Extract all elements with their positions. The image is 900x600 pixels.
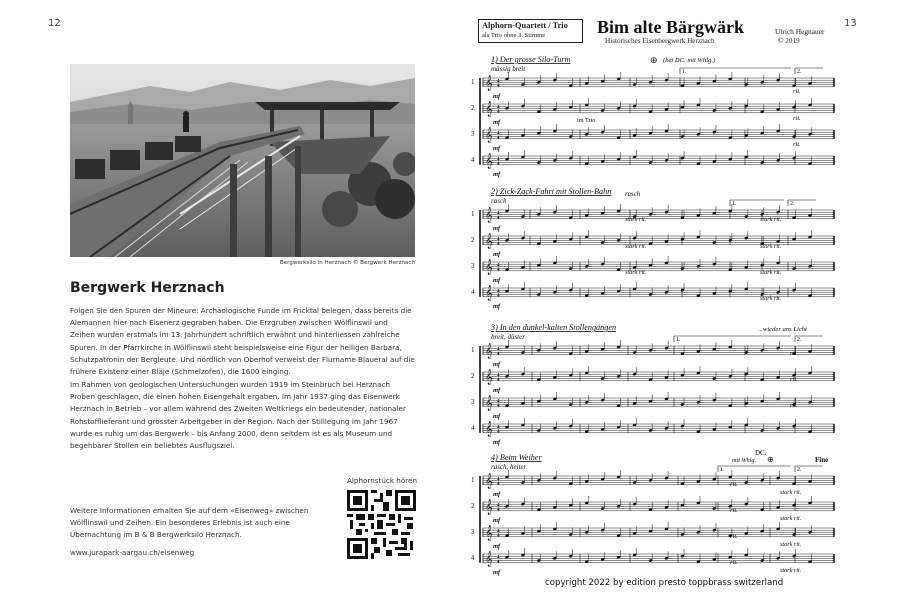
voice-number: 4 [471,554,475,562]
time-signature: 4 [497,110,500,115]
time-signature: 4 [497,347,500,353]
photo-image [70,64,415,257]
composer-name: Ulrich Hegnauer [775,27,825,36]
volta-bracket [674,336,791,342]
page-number-right: 13 [844,18,857,29]
dynamic-marking: mf [493,517,501,524]
music-score [450,0,900,600]
voice-number: 2 [471,502,475,510]
info-text: Weitere Informationen erhalten Sie auf dem «Eisenweg» zwischen Wölflinswil und Zeihen. Ein besonderes Erlebnis ist auch eine Übernachtung im B & B Bergwerksilo Herznach. [70,506,309,540]
treble-clef: 𝄞 [485,421,493,436]
time-signature: 4 [497,399,500,405]
voice-number: 2 [471,236,475,244]
ensemble-label: Alphorn-Quartett / Trio [482,21,568,30]
score-subtitle: Historisches Eisenbergwerk Herznach [605,37,715,45]
time-signature: 4 [497,84,500,89]
rit-marking: rit. [730,559,738,566]
rit-marking: stark rit. [625,243,647,250]
fine-marking: Fine [815,456,829,464]
voice-number: 1 [471,476,475,484]
treble-clef: 𝄞 [485,369,493,384]
time-signature: 4 [497,529,500,535]
voice-number: 1 [471,346,475,354]
time-signature: 4 [497,378,500,383]
section-title: 3) In den dunkel-kalten Stollengängen [491,323,617,332]
tempo-marking: rasch [625,191,641,198]
ensemble-note: als Trio ohne 3. Stimme [482,32,546,39]
rit-marking: rit. [790,376,798,383]
tempo-marking: rasch [491,197,507,205]
trio-note: im Trio [577,117,596,124]
time-signature: 4 [497,79,500,85]
time-signature: 4 [497,560,500,565]
dynamic-marking: mf [493,491,501,498]
section-title: 1) Der grosse Silo-Turm [491,55,571,64]
dc-marking: DC. [755,449,767,457]
photo-caption: Bergwerksilo in Herznach © Bergwerk Herznach [279,260,415,266]
dynamic-marking: mf [493,543,501,550]
right-page [450,0,900,600]
qr-label: Alphornstück hören [346,476,418,485]
treble-clef: 𝄞 [485,153,493,168]
volta-1: 1. [732,201,737,207]
time-signature: 4 [497,294,500,299]
time-signature: 4 [497,482,500,487]
time-signature: 4 [497,477,500,483]
voice-number: 3 [471,528,475,536]
time-signature: 4 [497,157,500,163]
volta-bracket [718,466,791,472]
time-signature: 4 [497,263,500,269]
treble-clef: 𝄞 [485,259,493,274]
mining-trestle-photo [70,64,415,257]
voice-number: 4 [471,156,475,164]
time-signature: 4 [497,136,500,141]
treble-clef: 𝄞 [485,473,493,488]
rit-marking: stark rit. [780,489,802,496]
voice-number: 2 [471,372,475,380]
qr-code-image[interactable] [347,490,416,559]
rit-marking: stark rit. [760,269,782,276]
time-signature: 4 [497,503,500,509]
volta-2: 2. [797,467,802,473]
website-link[interactable]: www.jurapark-aargau.ch/eisenweg [70,548,195,557]
dynamic-marking: mf [493,277,501,284]
rit-marking: stark rit. [780,567,802,574]
volta-bracket [730,200,784,206]
page-number-left: 12 [48,18,61,29]
paragraph-2: Im Rahmen von geologischen Untersuchungen wurden 1919 im Steinbruch bei Herznach Proben geschlagen, die einen hohen Eisengehalt ergaben. Im Jahr 1937 ging das Eisenwerk Herznach in Betrieb – vor allem während des Zweiten Weltkriegs ein bedeutender, nationaler Rohstofflieferant und grösster Arbeitgeber in der Region. Nach der Stilllegung im Jahr 1967 wurde es ruhig um das Bergwerk – bis Anfang 2000, denn seitdem ist es als Museum und begehbarer Stollen ein beliebtes Ausflugsziel. [70,380,406,451]
rit-marking: stark rit. [780,515,802,522]
treble-clef: 𝄞 [485,233,493,248]
score-title: Bim alte Bärgwärk [597,17,744,37]
volta-1: 1. [720,467,725,473]
volta-2: 2. [790,201,795,207]
copyright-footer: copyright 2022 by edition presto toppbrass switzerland [545,578,784,588]
rit-marking: rit. [793,88,801,95]
time-signature: 4 [497,216,500,221]
treble-clef: 𝄞 [485,207,493,222]
treble-clef: 𝄞 [485,395,493,410]
dynamic-marking: mf [493,119,501,126]
section-title: 4) Beim Weiher [491,453,542,462]
rit-marking: stark rit. [760,216,782,223]
time-signature: 4 [497,237,500,243]
rit-marking: rit. [790,350,798,357]
dynamic-marking: mf [493,225,501,232]
treble-clef: 𝄞 [485,75,493,90]
rit-marking: rit. [730,533,738,540]
dc-note: mit Whlg. [732,457,757,464]
rit-marking: rit. [793,115,801,122]
dynamic-marking: mf [493,387,501,394]
time-signature: 4 [497,105,500,111]
rit-marking: rit. [730,507,738,514]
dynamic-marking: mf [493,413,501,420]
rit-marking: rit. [790,402,798,409]
time-signature: 4 [497,425,500,431]
dynamic-marking: mf [493,251,501,258]
dynamic-marking: mf [493,145,501,152]
section-title: 2) Zick-Zack-Fahrt mit Stollen-Bahn [491,187,612,196]
coda-sign: ⊕ [650,55,658,65]
time-signature: 4 [497,242,500,247]
coda-note: (bei DC. mit Whlg.) [663,57,716,64]
voice-number: 3 [471,262,475,270]
time-signature: 4 [497,534,500,539]
voice-number: 3 [471,398,475,406]
time-signature: 4 [497,352,500,357]
volta-2: 2. [797,337,802,343]
dynamic-marking: mf [493,171,501,178]
rit-marking: rit. [730,481,738,488]
dynamic-marking: mf [493,439,501,446]
rit-marking: stark rit. [760,295,782,302]
tempo-marking: breit, düster [491,333,525,341]
rit-marking: stark rit. [625,269,647,276]
time-signature: 4 [497,131,500,137]
treble-clef: 𝄞 [485,101,493,116]
qr-code[interactable] [347,490,416,563]
treble-clef: 𝄞 [485,525,493,540]
voice-number: 3 [471,130,475,138]
treble-clef: 𝄞 [485,499,493,514]
time-signature: 4 [497,289,500,295]
time-signature: 4 [497,268,500,273]
treble-clef: 𝄞 [485,127,493,142]
treble-clef: 𝄞 [485,343,493,358]
time-signature: 4 [497,508,500,513]
time-signature: 4 [497,430,500,435]
time-signature: 4 [497,404,500,409]
treble-clef: 𝄞 [485,551,493,566]
dynamic-marking: mf [493,303,501,310]
rit-marking: stark rit. [780,541,802,548]
voice-number: 4 [471,288,475,296]
paragraph-1: Folgen Sie den Spuren der Mineure: Archäologische Funde im Fricktal belegen, dass bereits die Alemannen hier nach Eisenerz gegraben haben. Die Erzgruben zwischen Wölflinswil und Zeihen wurden erstmals im 13. Jahrhundert schriftlich erwähnt und hinterliessen zahlreiche Spuren. In der Pfarrkirche in Wölflinswil steht beispielsweise eine Figur der heiligen Barbara, Schutzpatronin der Bergleute. Und nördlich von Oberhof verweist der Flurname Blaueral auf die frühere Existenz einer Bläje (Schmelzofen), die 1600 einging. [70,306,415,377]
dynamic-marking: mf [493,361,501,368]
rit-marking: stark rit. [760,243,782,250]
article-heading: Bergwerk Herznach [70,280,225,296]
time-signature: 4 [497,373,500,379]
volta-2: 2. [797,69,802,75]
dynamic-marking: mf [493,569,501,576]
voice-number: 4 [471,424,475,432]
time-signature: 4 [497,162,500,167]
coda-sign: ⊕ [767,455,774,464]
tempo-marking: rasch, heiter [491,463,527,471]
volta-1: 1. [676,337,681,343]
volta-1: 1. [682,69,687,75]
wieder-marking: ...wieder ans Licht [758,326,807,333]
voice-number: 1 [471,78,475,86]
voice-number: 2 [471,104,475,112]
dynamic-marking: mf [493,93,501,100]
time-signature: 4 [497,211,500,217]
time-signature: 4 [497,555,500,561]
rit-marking: rit. [793,141,801,148]
voice-number: 1 [471,210,475,218]
tempo-marking: mässig breit [491,65,526,73]
copyright-year: © 2019 [778,37,800,45]
volta-bracket [680,68,791,74]
treble-clef: 𝄞 [485,285,493,300]
rit-marking: stark rit. [625,216,647,223]
